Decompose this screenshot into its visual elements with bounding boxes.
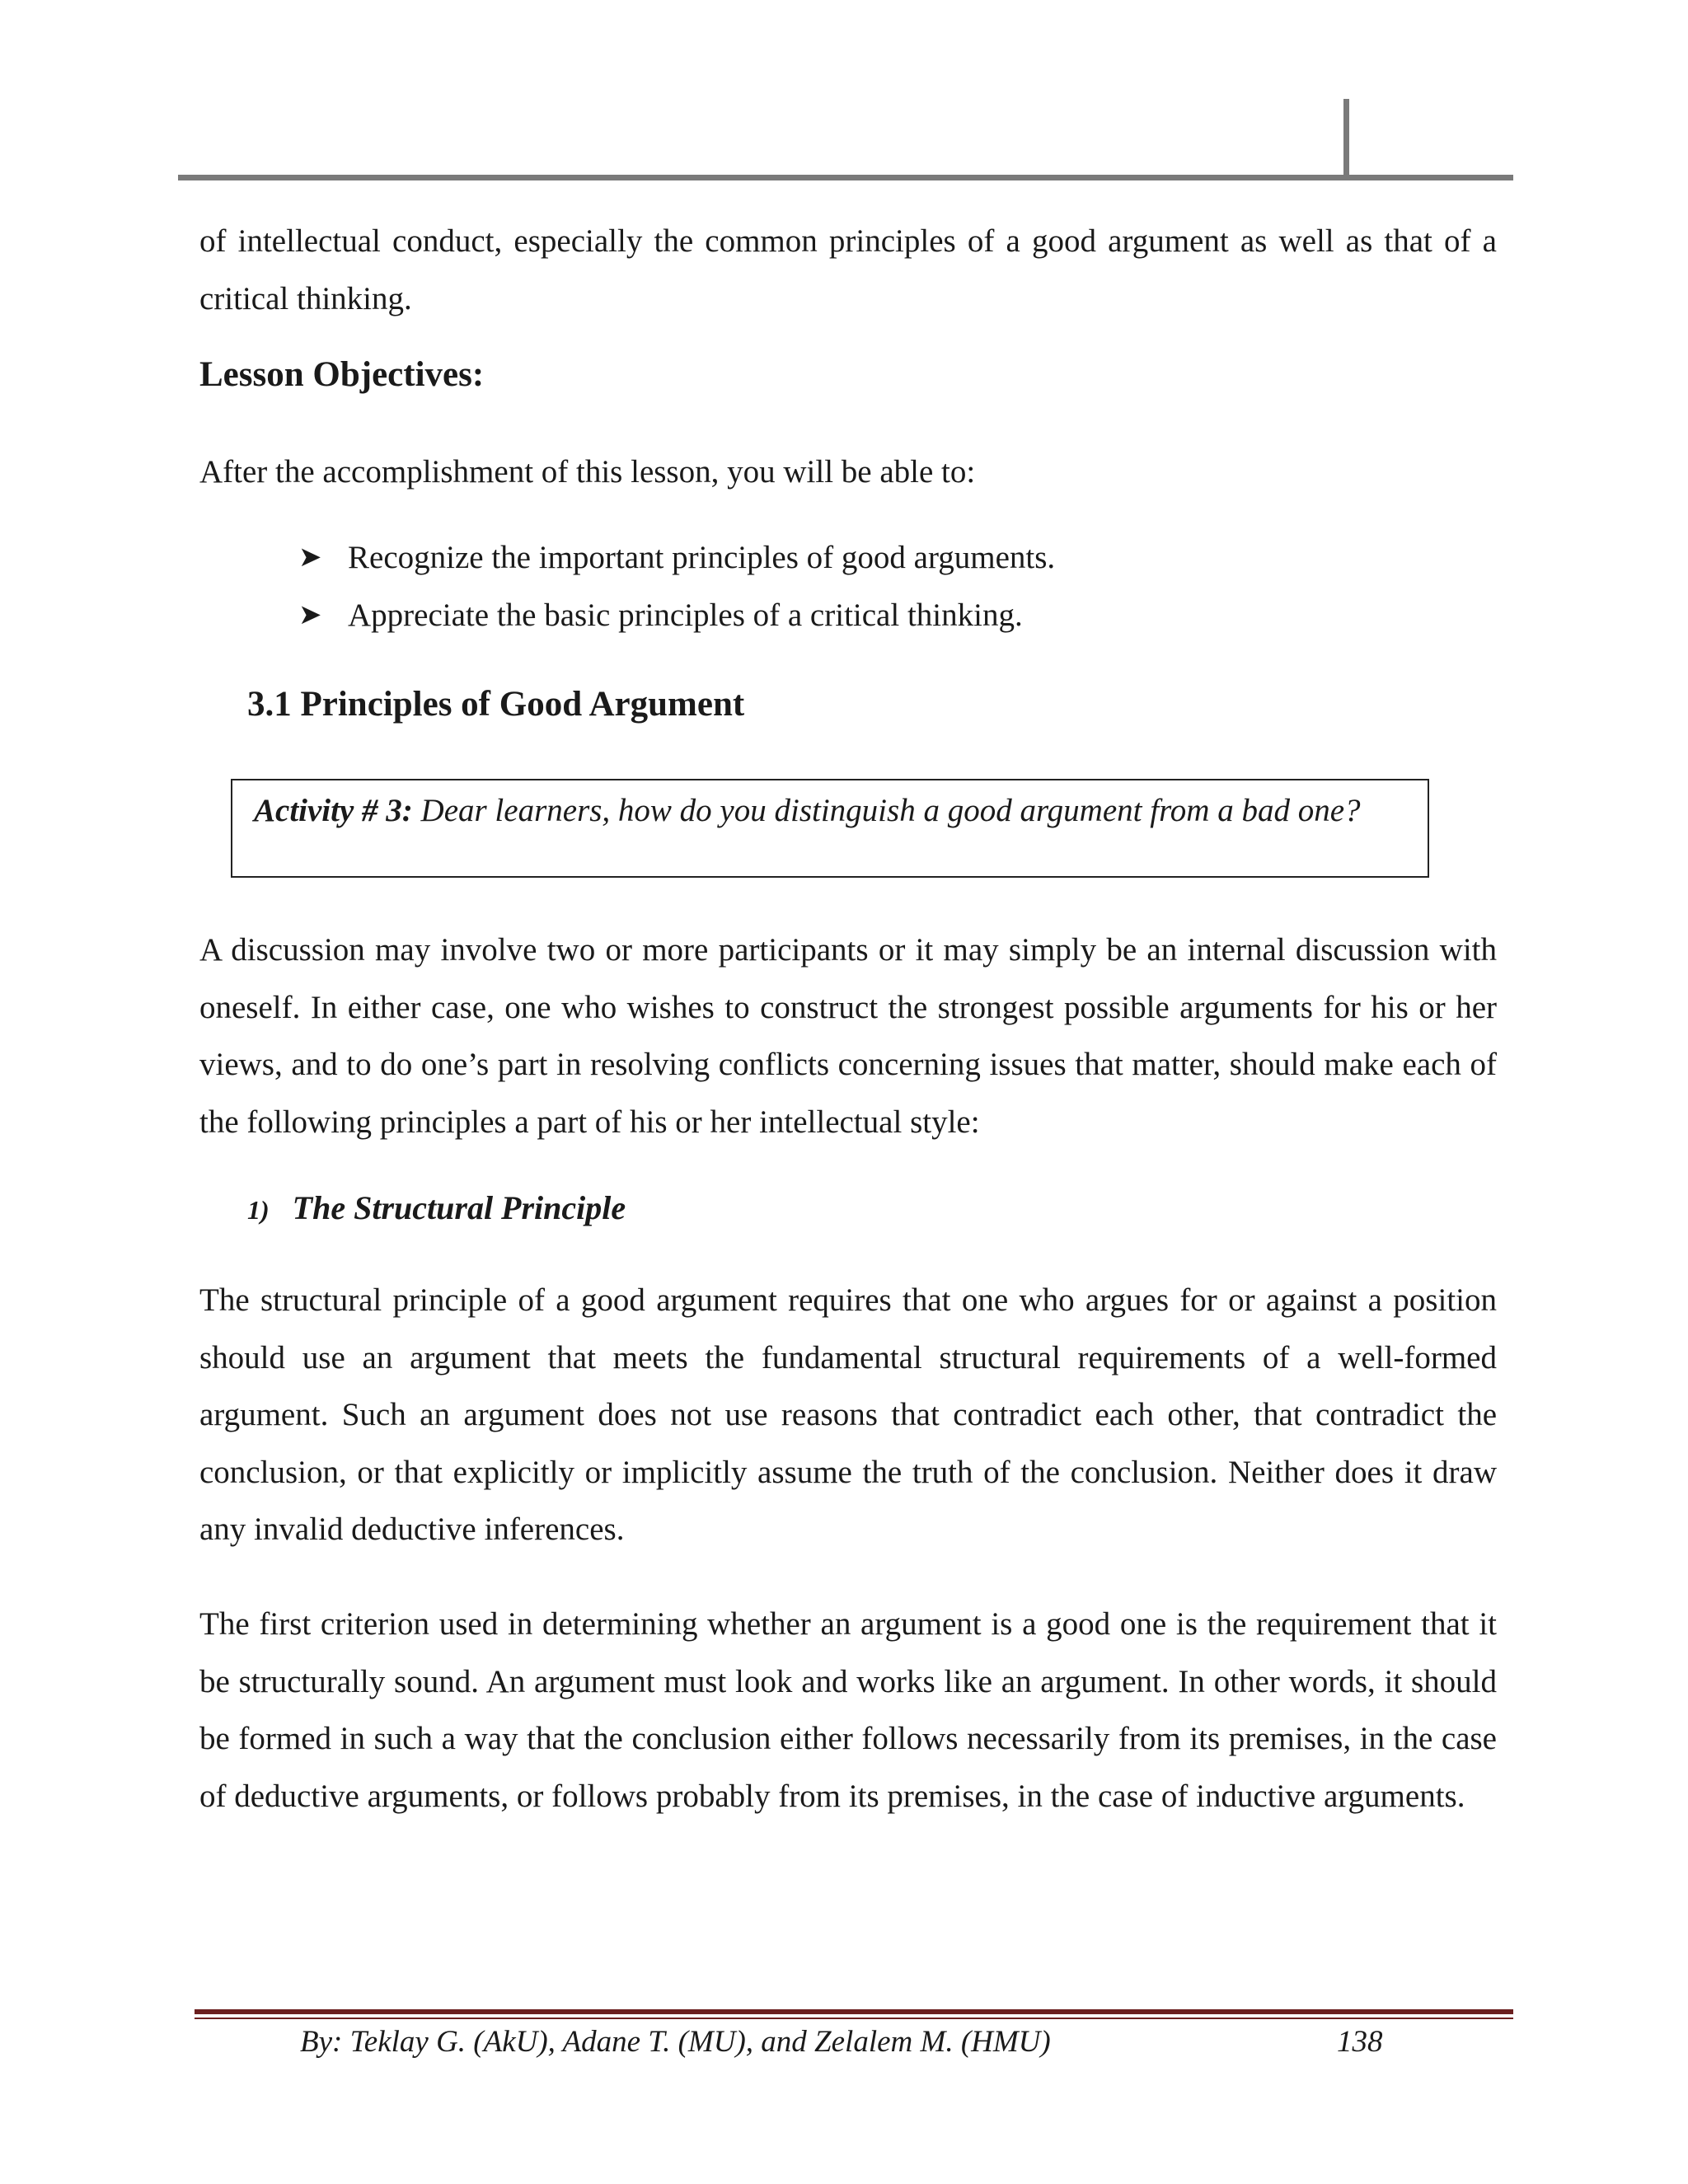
lesson-objectives-heading: Lesson Objectives:: [199, 355, 485, 394]
subsection-heading: [247, 1188, 626, 1227]
activity-question: Dear learners, how do you distinguish a good argument from a bad one?: [420, 793, 1361, 828]
footer-rule: [195, 2009, 1513, 2014]
header-rule: [178, 175, 1513, 180]
section-title: Principles of Good Argument: [300, 685, 745, 724]
activity-content: [254, 792, 1361, 829]
subsection-title: The Structural Principle: [292, 1189, 626, 1226]
arrowhead-bullet-icon: ➤: [298, 599, 322, 630]
objective-text: Recognize the important principles of good arguments.: [348, 540, 1056, 575]
list-item: [298, 587, 1055, 644]
structural-paragraph-2: The first criterion used in determining whether an argument is a good one is the requirement that it be structurally sound. An argument must look and works like an argument. In other words, it should be formed in such a way that the conclusion either follows necessarily from its premises, in the case of deductive arguments, or follows probably from its premises, in the case of inductive arguments.: [199, 1606, 1497, 1814]
activity-box: [231, 779, 1429, 878]
activity-label: Activity # 3:: [254, 793, 413, 828]
intro-paragraph: of intellectual conduct, especially the common principles of a good argument as well as that of a critical thinking.: [199, 223, 1497, 316]
objectives-list: [298, 529, 1055, 644]
section-heading: [247, 684, 744, 724]
list-item: [298, 529, 1055, 587]
section-number: 3.1: [247, 685, 292, 724]
subsection-number: 1): [247, 1195, 270, 1225]
page-number: 138: [1337, 2025, 1383, 2059]
structural-paragraph-1: The structural principle of a good argument requires that one who argues for or against a position should use an argument that meets the fundamental structural requirements of a well-formed argument. Such an argument does not use reasons that contradict each other, that contradict the conclusion, or that explicitly or implicitly assume the truth of the conclusion. Neither does it draw any invalid deductive inferences.: [199, 1282, 1497, 1547]
header-page-marker: [1343, 99, 1349, 179]
footer-authors: By: Teklay G. (AkU), Adane T. (MU), and Zelalem M. (HMU): [300, 2025, 1051, 2059]
objective-text: Appreciate the basic principles of a critical thinking.: [348, 597, 1023, 633]
discussion-paragraph: A discussion may involve two or more participants or it may simply be an internal discussion with oneself. In either case, one who wishes to construct the strongest possible arguments for his or her views, and to do one’s part in resolving conflicts concerning issues that matter, should make each of the following principles a part of his or her intellectual style:: [199, 932, 1497, 1140]
arrowhead-bullet-icon: ➤: [298, 542, 322, 573]
objectives-lead-text: After the accomplishment of this lesson, you will be able to:: [199, 454, 976, 490]
